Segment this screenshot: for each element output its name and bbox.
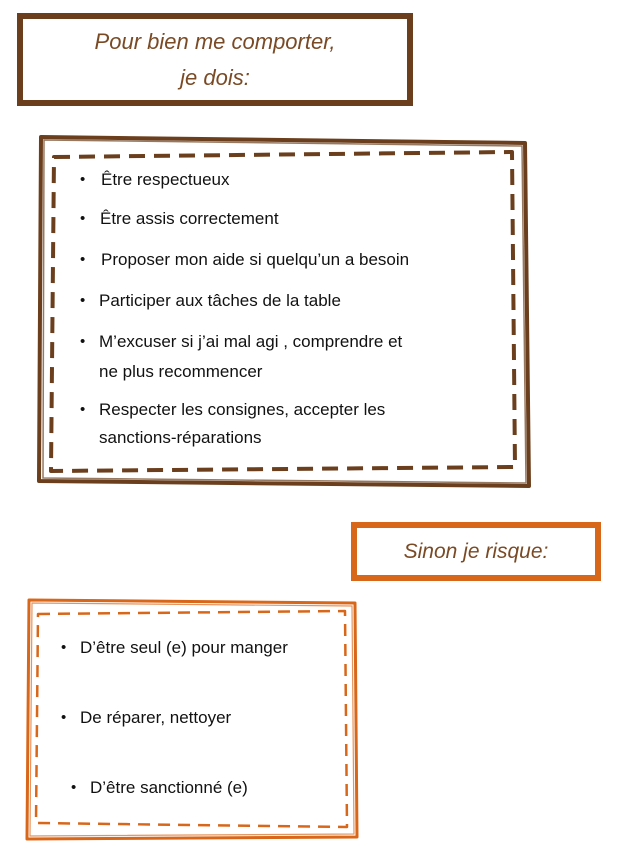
duty-item: Être assis correctement — [100, 209, 279, 228]
bullet: • — [61, 639, 67, 656]
risk-item: D’être sanctionné (e) — [90, 778, 248, 797]
bullet: • — [71, 779, 77, 796]
bullet: • — [80, 251, 86, 268]
duty-item: Respecter les consignes, accepter les — [99, 400, 386, 419]
duty-item-continuation: ne plus recommencer — [99, 362, 263, 381]
bullet: • — [80, 171, 86, 188]
bullet: • — [80, 333, 86, 350]
risk-item: D’être seul (e) pour manger — [80, 638, 288, 657]
title-line-1: Pour bien me comporter, — [94, 28, 336, 54]
bullet: • — [80, 210, 86, 227]
duty-item-continuation: sanctions-réparations — [99, 428, 262, 447]
duty-item: Être respectueux — [101, 170, 230, 189]
risk-item: De réparer, nettoyer — [80, 708, 232, 727]
bullet: • — [61, 709, 67, 726]
risk-title: Sinon je risque: — [403, 539, 549, 563]
duty-item: M’excuser si j’ai mal agi , comprendre et — [99, 332, 403, 351]
bullet: • — [80, 401, 86, 418]
bullet: • — [80, 292, 86, 309]
duty-item: Participer aux tâches de la table — [99, 291, 341, 310]
duty-item: Proposer mon aide si quelqu’un a besoin — [101, 250, 410, 269]
title-line-2: je dois: — [180, 64, 250, 90]
